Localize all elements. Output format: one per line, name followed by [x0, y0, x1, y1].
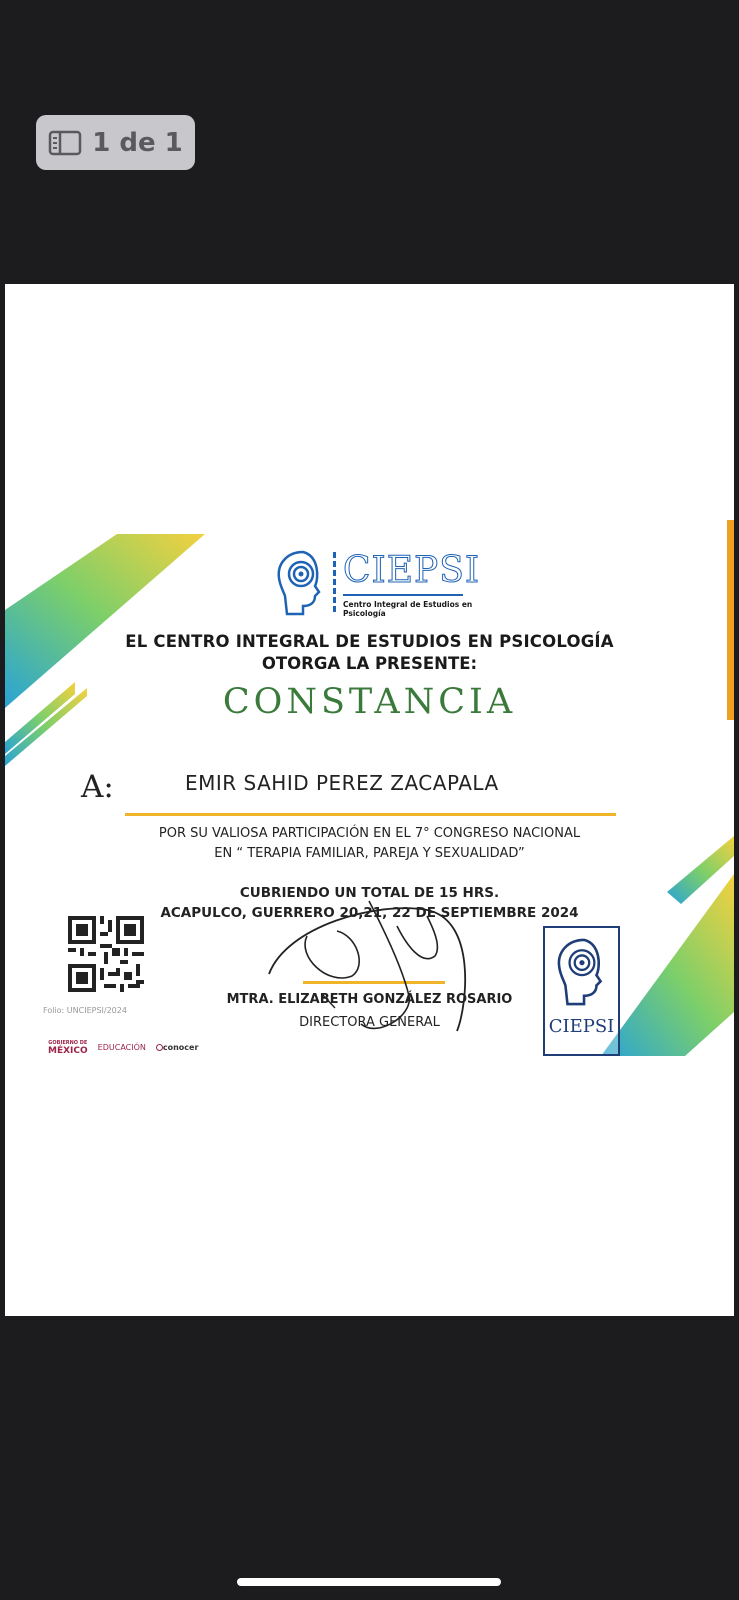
- educacion-logo: EDUCACIÓN: [97, 1042, 146, 1052]
- stamp-text: CIEPSI: [548, 1016, 615, 1037]
- certificate-title: CONSTANCIA: [222, 682, 517, 722]
- signer-name: MTRA. ELIZABETH GONZÁLEZ ROSARIO: [226, 992, 513, 1007]
- ciepsi-stamp: [543, 926, 620, 1056]
- certificate: [5, 284, 734, 1316]
- hours-line: CUBRIENDO UN TOTAL DE 15 HRS.: [239, 885, 500, 901]
- conocer-logo: conocer: [156, 1043, 199, 1052]
- decorative-stripes: [5, 284, 734, 1316]
- logo-text: CIEPSI: [343, 550, 481, 591]
- signer-role: DIRECTORA GENERAL: [299, 1015, 440, 1030]
- head-profile-icon: [273, 548, 331, 618]
- header-line-2: OTORGA LA PRESENTE:: [261, 654, 478, 673]
- gobierno-mexico-logo: GOBIERNO DE MÉXICO: [48, 1040, 88, 1056]
- stamp-head-icon: [553, 932, 613, 1012]
- header-line-1: EL CENTRO INTEGRAL DE ESTUDIOS EN PSICOLOGÍA: [125, 632, 614, 651]
- place-date-line: ACAPULCO, GUERRERO 20,21, 22 DE SEPTIEMBRE 2024: [160, 905, 579, 921]
- folio-text: Folio: UNCIEPSI/2024: [43, 1006, 127, 1015]
- recipient-name: EMIR SAHID PEREZ ZACAPALA: [185, 771, 499, 795]
- sidebar-icon: [48, 130, 82, 156]
- page-indicator[interactable]: [36, 115, 195, 170]
- document-page[interactable]: [5, 284, 734, 1316]
- home-indicator[interactable]: [237, 1578, 501, 1586]
- logo-divider: [333, 552, 336, 614]
- footer-logos: [48, 1039, 198, 1055]
- page-indicator-label: 1 de 1: [92, 127, 183, 158]
- participation-line-2: EN “ TERAPIA FAMILIAR, PAREJA Y SEXUALIDAD”: [214, 846, 525, 861]
- recipient-prefix: A:: [81, 769, 114, 805]
- ciepsi-logo: [273, 548, 481, 618]
- qr-code: [68, 916, 144, 992]
- logo-underline: [343, 594, 463, 596]
- logo-subtitle: Centro Integral de Estudios en Psicología: [343, 600, 473, 618]
- recipient-rule: [125, 813, 616, 816]
- participation-line-1: POR SU VALIOSA PARTICIPACIÓN EN EL 7° CONGRESO NACIONAL: [158, 826, 581, 841]
